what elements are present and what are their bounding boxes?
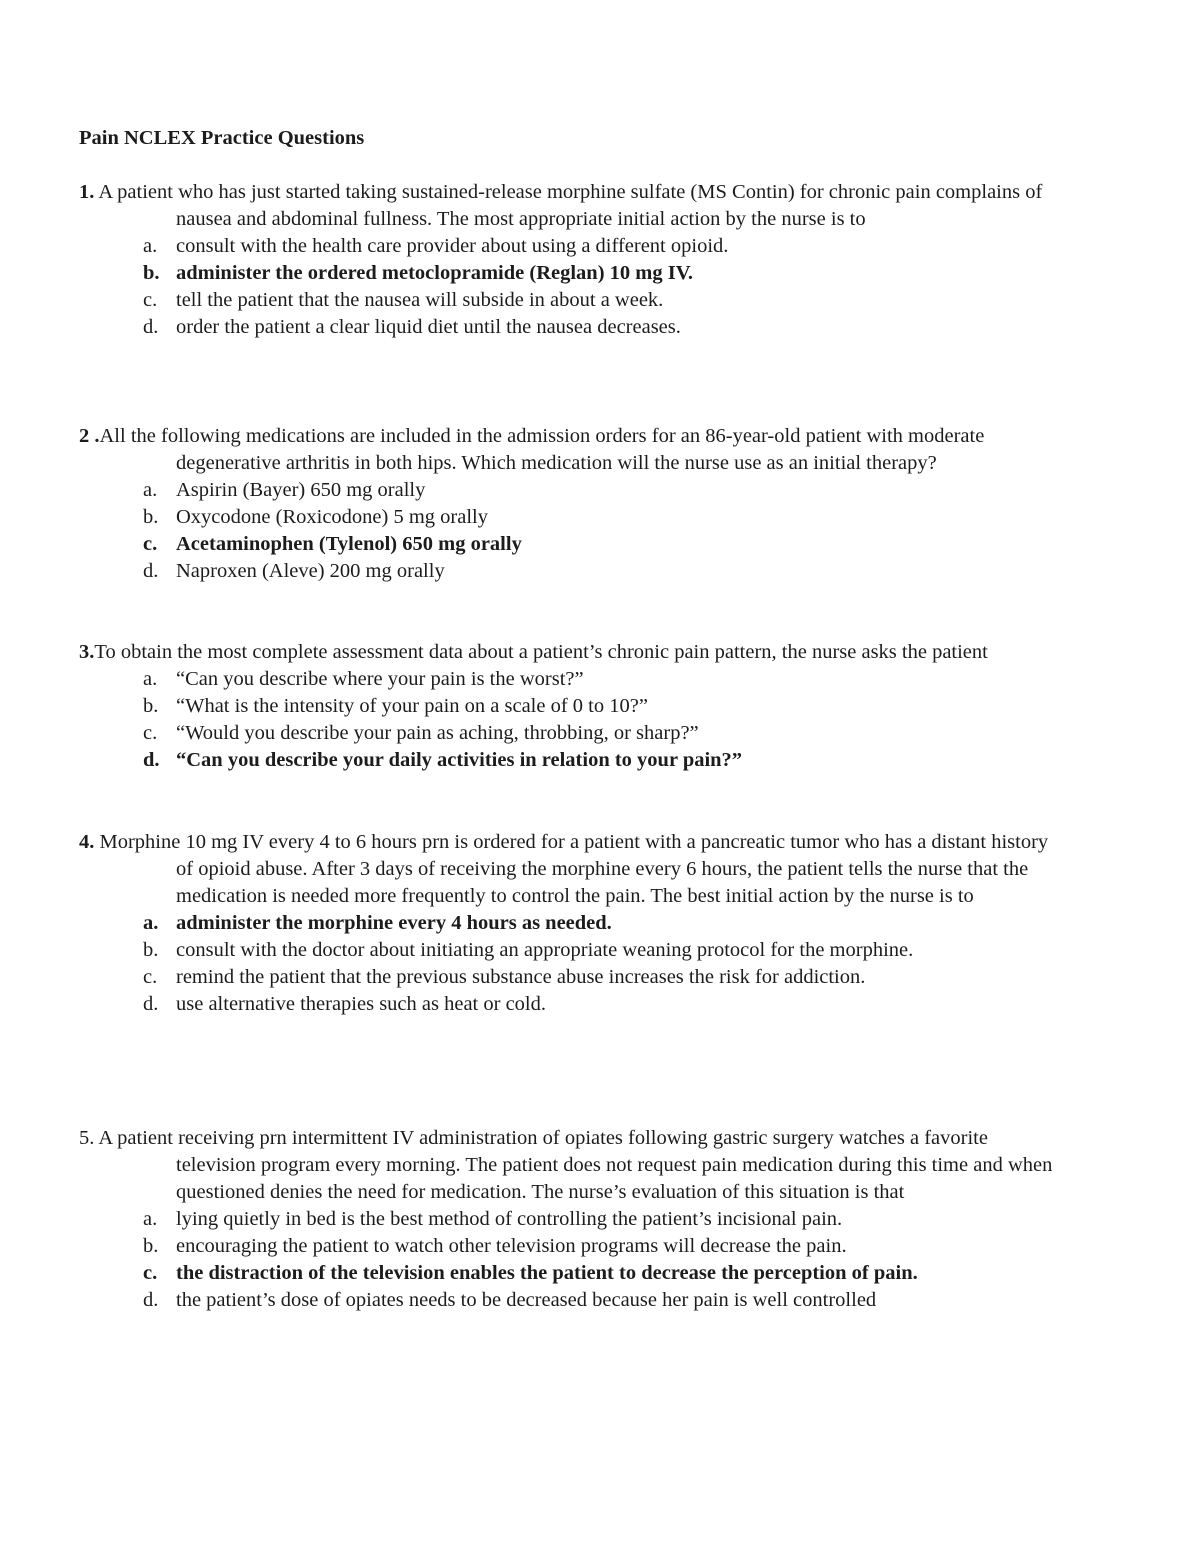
- option-text: Aspirin (Bayer) 650 mg orally: [176, 479, 426, 501]
- answer-option: [0, 504, 976, 531]
- correct-answer-option: [0, 747, 1001, 774]
- question-4: [0, 829, 1200, 1018]
- answer-option: [0, 991, 976, 1018]
- answer-options: [0, 910, 1200, 1018]
- option-text: “Would you describe your pain as aching, throbbing, or sharp?”: [176, 722, 699, 744]
- option-letter: d.: [143, 993, 159, 1015]
- option-text: use alternative therapies such as heat or cold.: [176, 993, 546, 1015]
- option-letter: b.: [143, 506, 159, 528]
- option-text: tell the patient that the nausea will subside in about a week.: [176, 289, 664, 311]
- question-stem: [0, 1125, 1066, 1206]
- option-letter: c.: [143, 966, 158, 988]
- answer-option: [0, 477, 976, 504]
- document-title: Pain NCLEX Practice Questions: [79, 127, 365, 149]
- option-letter: c.: [143, 289, 158, 311]
- option-letter: a.: [143, 1208, 158, 1230]
- option-letter: d.: [143, 316, 159, 338]
- answer-options: [0, 233, 1200, 341]
- option-text: order the patient a clear liquid diet until the nausea decreases.: [176, 316, 681, 338]
- question-5: [0, 1125, 1200, 1314]
- option-letter: a.: [143, 668, 158, 690]
- option-letter: b.: [143, 939, 159, 961]
- question-number: 5.: [79, 1127, 95, 1149]
- answer-options: [0, 477, 1200, 585]
- answer-option: [0, 666, 976, 693]
- option-text: the distraction of the television enables the patient to decrease the perception of pain.: [176, 1262, 918, 1284]
- question-stem: [0, 829, 1066, 910]
- correct-answer-option: [0, 260, 976, 287]
- correct-answer-option: [0, 1260, 976, 1287]
- question-text: To obtain the most complete assessment data about a patient’s chronic pain pattern, the nurse asks the patient: [94, 641, 988, 663]
- option-letter: a.: [143, 912, 159, 934]
- option-text: encouraging the patient to watch other television programs will decrease the pain.: [176, 1235, 847, 1257]
- question-stem: [0, 639, 1066, 666]
- question-stem: [0, 179, 1066, 233]
- option-text: lying quietly in bed is the best method of controlling the patient’s incisional pain.: [176, 1208, 843, 1230]
- option-text: Oxycodone (Roxicodone) 5 mg orally: [176, 506, 488, 528]
- option-letter: c.: [143, 533, 158, 555]
- option-text: administer the ordered metoclopramide (Reglan) 10 mg IV.: [176, 262, 693, 284]
- answer-option: [0, 693, 976, 720]
- option-letter: d.: [143, 749, 160, 771]
- answer-option: [0, 937, 936, 964]
- option-text: consult with the doctor about initiating an appropriate weaning protocol for the morphine.: [176, 939, 914, 961]
- question-number: 1.: [79, 181, 95, 203]
- option-letter: a.: [143, 235, 158, 257]
- question-3: [0, 639, 1200, 774]
- answer-option: [0, 1206, 976, 1233]
- question-stem: [0, 423, 1066, 477]
- answer-option: [0, 1287, 1001, 1314]
- correct-answer-option: [0, 531, 976, 558]
- option-text: Naproxen (Aleve) 200 mg orally: [176, 560, 445, 582]
- option-text: “Can you describe where your pain is the worst?”: [176, 668, 584, 690]
- question-text: Morphine 10 mg IV every 4 to 6 hours prn is ordered for a patient with a pancreatic tumor who has a distant history of opioid abuse. After 3 days of receiving the morphine every 6 hours, the patient tells the nurse that the medication is needed more frequently to control the pain. The best initial action by the nurse is to: [94, 831, 1049, 907]
- answer-option: [0, 1233, 976, 1260]
- answer-options: [0, 666, 1200, 774]
- question-1: [0, 179, 1200, 341]
- question-text: All the following medications are included in the admission orders for an 86-year-old patient with moderate degenerative arthritis in both hips. Which medication will the nurse use as an initial therapy?: [99, 425, 985, 474]
- option-letter: c.: [143, 1262, 158, 1284]
- question-number: 4.: [79, 831, 95, 853]
- question-2: [0, 423, 1200, 585]
- option-letter: b.: [143, 695, 159, 717]
- answer-option: [0, 720, 976, 747]
- question-text: A patient who has just started taking sustained-release morphine sulfate (MS Contin) for chronic pain complains of nausea and abdominal fullness. The most appropriate initial action by the nurse is to: [94, 181, 1043, 230]
- answer-option: [0, 233, 976, 260]
- option-letter: d.: [143, 1289, 159, 1311]
- answer-option: [0, 314, 976, 341]
- option-letter: c.: [143, 722, 158, 744]
- answer-option: [0, 287, 976, 314]
- option-text: the patient’s dose of opiates needs to be decreased because her pain is well controlled: [176, 1289, 877, 1311]
- option-letter: a.: [143, 479, 158, 501]
- option-letter: b.: [143, 1235, 159, 1257]
- answer-options: [0, 1206, 1200, 1314]
- option-letter: d.: [143, 560, 159, 582]
- question-number: 2 .: [79, 425, 100, 447]
- question-number: 3.: [79, 641, 95, 663]
- option-text: consult with the health care provider about using a different opioid.: [176, 235, 729, 257]
- question-text: A patient receiving prn intermittent IV administration of opiates following gastric surgery watches a favorite television program every morning. The patient does not request pain medication during this time and when questioned denies the need for medication. The nurse’s evaluation of this situation is that: [94, 1127, 1053, 1203]
- option-text: administer the morphine every 4 hours as needed.: [176, 912, 612, 934]
- option-text: “Can you describe your daily activities in relation to your pain?”: [176, 749, 743, 771]
- option-text: remind the patient that the previous substance abuse increases the risk for addiction.: [176, 966, 866, 988]
- answer-option: [0, 558, 976, 585]
- correct-answer-option: [0, 910, 976, 937]
- option-text: Acetaminophen (Tylenol) 650 mg orally: [176, 533, 522, 555]
- answer-option: [0, 964, 881, 991]
- option-text: “What is the intensity of your pain on a scale of 0 to 10?”: [176, 695, 648, 717]
- option-letter: b.: [143, 262, 160, 284]
